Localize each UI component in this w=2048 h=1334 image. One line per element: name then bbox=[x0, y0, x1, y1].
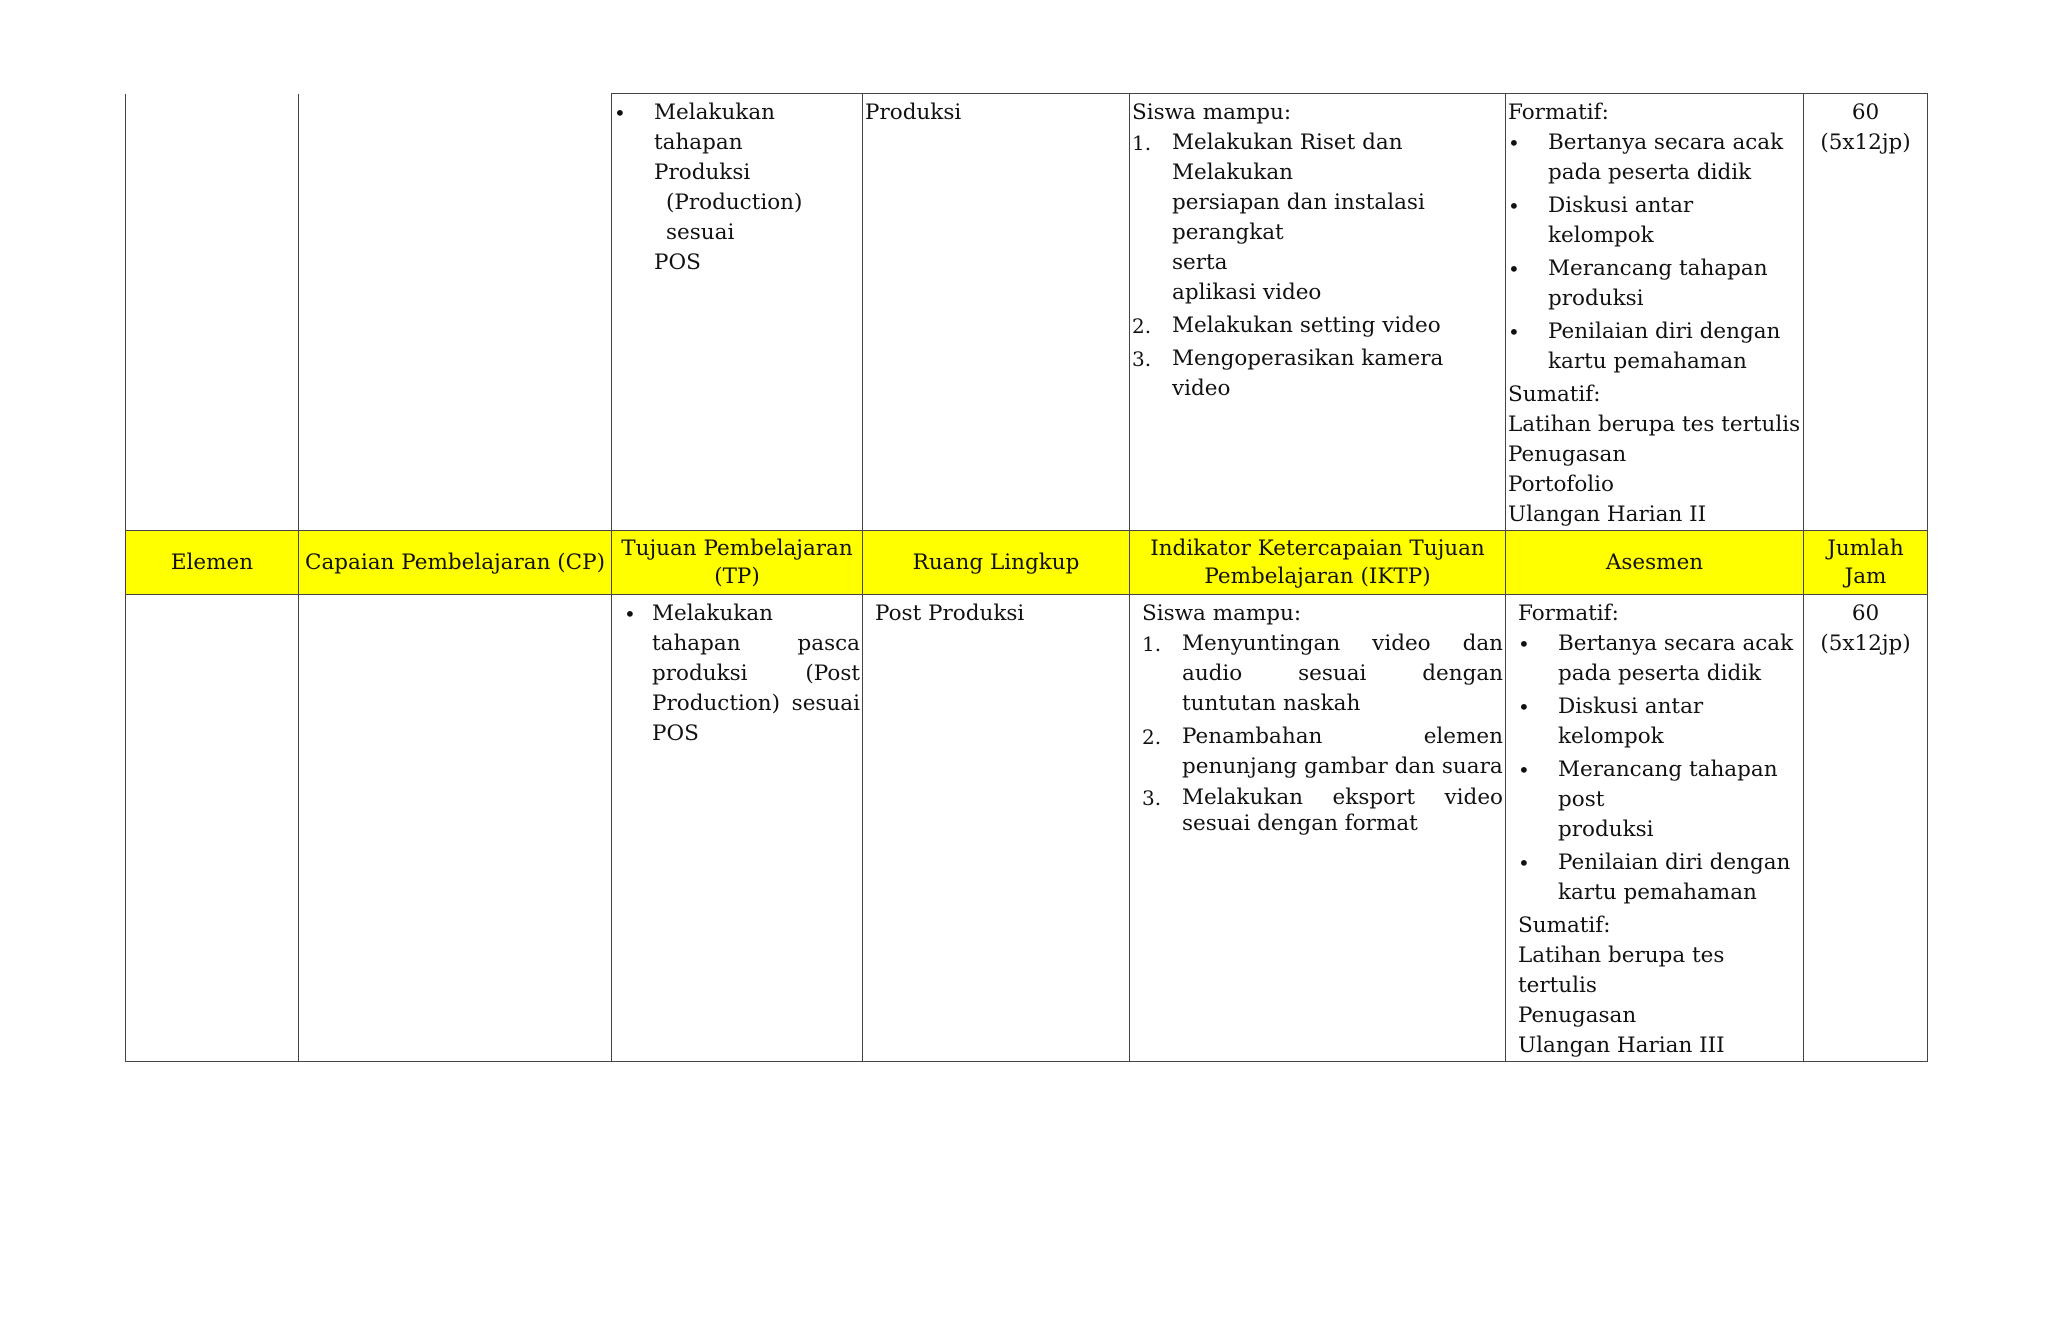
list-item bbox=[1132, 128, 1503, 308]
bullet-marker: • bbox=[1518, 695, 1530, 719]
bullet-marker: • bbox=[1518, 758, 1530, 782]
jam-detail: (5x12jp) bbox=[1820, 130, 1911, 155]
sumatif-item: Penugasan bbox=[1518, 1003, 1637, 1028]
cp-cell bbox=[299, 94, 612, 531]
iktp-text: Menyuntingan video dan audio sesuai dengan tuntutan naskah bbox=[1182, 631, 1503, 716]
iktp-intro: Siswa mampu: bbox=[1142, 601, 1302, 626]
tp-text: Melakukan tahapan pasca produksi (Post Production) sesuai POS bbox=[652, 601, 860, 746]
bullet-marker: • bbox=[1508, 131, 1520, 155]
formatif-line: Penilaian diri dengan bbox=[1558, 850, 1791, 875]
sumatif-item: Penugasan bbox=[1508, 442, 1627, 467]
tp-line: POS bbox=[654, 250, 701, 275]
bullet-marker: • bbox=[1518, 632, 1530, 656]
tp-line: Melakukan tahapan bbox=[654, 100, 776, 155]
bullet-marker: • bbox=[614, 101, 626, 125]
iktp-line: serta bbox=[1172, 250, 1228, 275]
list-item bbox=[1518, 755, 1801, 845]
header-elemen: Elemen bbox=[126, 531, 299, 595]
sumatif-item: Portofolio bbox=[1508, 472, 1614, 497]
jam-detail: (5x12jp) bbox=[1820, 631, 1911, 656]
tp-cell bbox=[612, 94, 863, 531]
list-item bbox=[1508, 128, 1801, 188]
jumlah-jam-cell bbox=[1804, 595, 1928, 1062]
formatif-list bbox=[1508, 128, 1801, 377]
formatif-line: Diskusi antar kelompok bbox=[1558, 694, 1704, 749]
ruang-lingkup-cell bbox=[863, 595, 1130, 1062]
table-header-row bbox=[126, 531, 1928, 595]
iktp-cell bbox=[1130, 595, 1506, 1062]
list-item bbox=[1142, 629, 1503, 719]
formatif-line: Bertanya secara acak bbox=[1548, 130, 1784, 155]
formatif-list bbox=[1518, 629, 1801, 908]
header-tp: Tujuan Pembelajaran (TP) bbox=[612, 531, 863, 595]
iktp-line: persiapan dan instalasi perangkat bbox=[1172, 190, 1425, 245]
tp-line: Produksi bbox=[654, 160, 751, 185]
elemen-cell bbox=[126, 595, 299, 1062]
sumatif-item: Ulangan Harian II bbox=[1508, 502, 1707, 527]
table-row bbox=[126, 94, 1928, 531]
ruang-lingkup-text: Produksi bbox=[865, 100, 962, 125]
formatif-line: pada peserta didik bbox=[1548, 160, 1752, 185]
list-item bbox=[1518, 848, 1801, 908]
iktp-line: Melakukan Riset dan Melakukan bbox=[1172, 130, 1403, 185]
sumatif-item: Latihan berupa tes tertulis bbox=[1508, 412, 1801, 437]
iktp-line: Mengoperasikan kamera video bbox=[1172, 346, 1444, 401]
number-marker: 2. bbox=[1142, 725, 1162, 749]
jumlah-jam-cell bbox=[1804, 94, 1928, 531]
header-iktp: Indikator Ketercapaian Tujuan Pembelajaran (IKTP) bbox=[1130, 531, 1506, 595]
iktp-list bbox=[1132, 128, 1503, 404]
number-marker: 3. bbox=[1142, 786, 1162, 810]
sumatif-item: Latihan berupa tes tertulis bbox=[1518, 943, 1725, 998]
number-marker: 2. bbox=[1132, 314, 1152, 338]
list-item bbox=[614, 98, 860, 278]
formatif-line: Bertanya secara acak bbox=[1558, 631, 1794, 656]
iktp-cell bbox=[1130, 94, 1506, 531]
ruang-lingkup-text: Post Produksi bbox=[875, 601, 1025, 626]
number-marker: 1. bbox=[1132, 131, 1152, 155]
iktp-text: Melakukan eksport video sesuai dengan format bbox=[1182, 785, 1503, 836]
iktp-line: aplikasi video bbox=[1172, 280, 1322, 305]
bullet-marker: • bbox=[1508, 257, 1520, 281]
list-item bbox=[1508, 317, 1801, 377]
sumatif-item: Ulangan Harian III bbox=[1518, 1033, 1725, 1058]
formatif-line: kartu pemahaman bbox=[1558, 880, 1757, 905]
list-item bbox=[1142, 785, 1503, 837]
formatif-label: Formatif: bbox=[1508, 100, 1609, 125]
formatif-line: kartu pemahaman bbox=[1548, 349, 1747, 374]
asesmen-cell bbox=[1506, 94, 1804, 531]
jam-value: 60 bbox=[1851, 100, 1880, 125]
tp-line: (Production) sesuai bbox=[666, 190, 803, 245]
formatif-line: produksi bbox=[1548, 286, 1644, 311]
iktp-list bbox=[1142, 629, 1503, 837]
header-cp: Capaian Pembelajaran (CP) bbox=[299, 531, 612, 595]
iktp-line: Melakukan setting video bbox=[1172, 313, 1441, 338]
list-item bbox=[1142, 722, 1503, 782]
elemen-cell bbox=[126, 94, 299, 531]
learning-objectives-table bbox=[125, 93, 1928, 1062]
ruang-lingkup-cell bbox=[863, 94, 1130, 531]
formatif-line: Merancang tahapan post bbox=[1558, 757, 1778, 812]
bullet-marker: • bbox=[1508, 194, 1520, 218]
header-jumlah-jam: Jumlah Jam bbox=[1804, 531, 1928, 595]
table-row bbox=[126, 595, 1928, 1062]
formatif-line: Diskusi antar kelompok bbox=[1548, 193, 1694, 248]
list-item bbox=[1508, 254, 1801, 314]
list-item bbox=[624, 599, 860, 749]
tp-list bbox=[624, 599, 860, 749]
sumatif-label: Sumatif: bbox=[1518, 913, 1611, 938]
asesmen-cell bbox=[1506, 595, 1804, 1062]
list-item bbox=[1518, 692, 1801, 752]
jam-value: 60 bbox=[1851, 601, 1880, 626]
bullet-marker: • bbox=[624, 602, 636, 626]
formatif-label: Formatif: bbox=[1518, 601, 1619, 626]
formatif-line: Merancang tahapan bbox=[1548, 256, 1768, 281]
list-item bbox=[1132, 311, 1503, 341]
bullet-marker: • bbox=[1518, 851, 1530, 875]
bullet-marker: • bbox=[1508, 320, 1520, 344]
list-item bbox=[1518, 629, 1801, 689]
header-asesmen: Asesmen bbox=[1506, 531, 1804, 595]
list-item bbox=[1508, 191, 1801, 251]
number-marker: 3. bbox=[1132, 347, 1152, 371]
tp-list bbox=[614, 98, 860, 278]
iktp-intro: Siswa mampu: bbox=[1132, 100, 1292, 125]
formatif-line: pada peserta didik bbox=[1558, 661, 1762, 686]
iktp-text: Penambahan elemen penunjang gambar dan suara bbox=[1182, 724, 1503, 779]
formatif-line: Penilaian diri dengan bbox=[1548, 319, 1781, 344]
number-marker: 1. bbox=[1142, 632, 1162, 656]
formatif-line: produksi bbox=[1558, 817, 1654, 842]
cp-cell bbox=[299, 595, 612, 1062]
header-ruang-lingkup: Ruang Lingkup bbox=[863, 531, 1130, 595]
tp-cell bbox=[612, 595, 863, 1062]
list-item bbox=[1132, 344, 1503, 404]
sumatif-label: Sumatif: bbox=[1508, 382, 1601, 407]
